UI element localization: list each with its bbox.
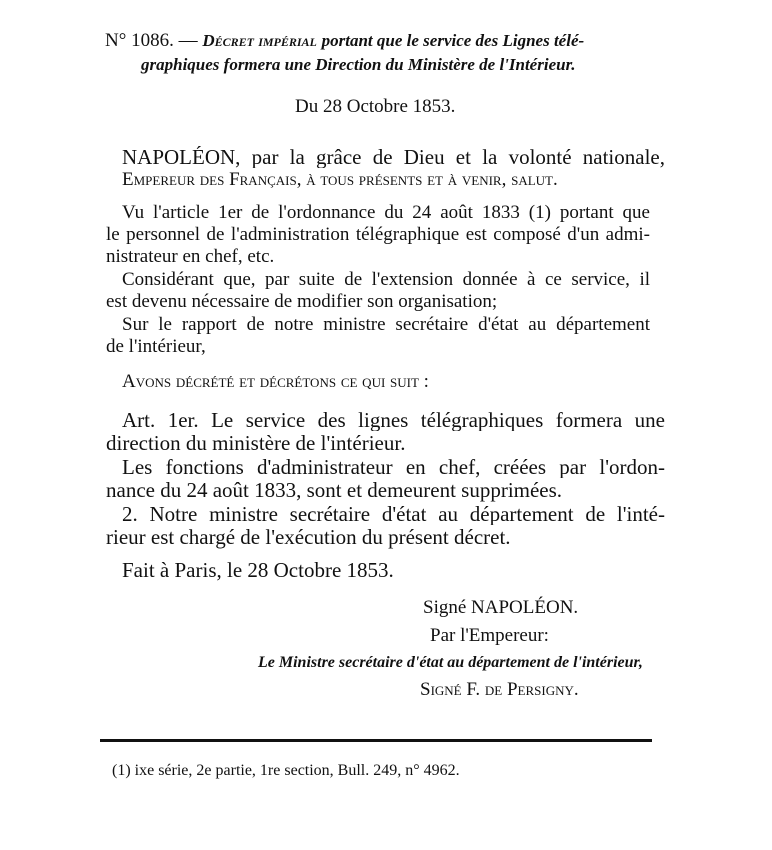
article-line: 2. Notre ministre secrétaire d'état au département de l'inté- (122, 503, 665, 525)
article-line: direction du ministère de l'intérieur. (106, 431, 406, 455)
footnote-divider (100, 739, 652, 742)
decree-intro: Avons décrété et décrétons ce qui suit : (122, 371, 429, 392)
minister-title: Le Ministre secrétaire d'état au département de l'intérieur, (258, 654, 643, 671)
considerant-line: Sur le rapport de notre ministre secrétaire d'état au département (122, 314, 650, 335)
preamble-line-1: NAPOLÉON, par la grâce de Dieu et la volonté nationale, (122, 146, 665, 168)
considerant-line: est devenu nécessaire de modifier son organisation; (106, 291, 498, 312)
signature-persigny: Signé F. de Persigny. (420, 679, 579, 700)
considerant-line: Considérant que, par suite de l'extension donnée à ce service, il (122, 269, 650, 290)
article-line: Les fonctions d'administrateur en chef, créées par l'ordon- (122, 456, 665, 478)
article-line: rieur est chargé de l'exécution du présent décret. (106, 525, 511, 549)
signature-napoleon: Signé NAPOLÉON. (423, 597, 579, 618)
decree-number: N° 1086. — (105, 30, 198, 51)
decree-title-smallcaps: Décret impérial (202, 31, 317, 50)
considerant-line: le personnel de l'administration télégraphique est composé d'un admi- (106, 224, 650, 245)
considerant-line: Vu l'article 1er de l'ordonnance du 24 août 1833 (1) portant que (122, 202, 650, 223)
decree-title-rest: portant que le service des Lignes télé- (321, 31, 585, 50)
place-date: Fait à Paris, le 28 Octobre 1853. (122, 558, 394, 582)
preamble-line-2: Empereur des Français, à tous présents et à venir, salut. (122, 169, 558, 190)
decree-date: Du 28 Octobre 1853. (295, 96, 456, 117)
considerant-line: de l'intérieur, (106, 336, 206, 357)
header-line-2: graphiques formera une Direction du Ministère de l'Intérieur. (141, 55, 576, 74)
footnote: (1) ixe série, 2e partie, 1re section, Bull. 249, n° 4962. (112, 762, 460, 779)
article-line: Art. 1er. Le service des lignes télégraphiques formera une (122, 409, 665, 431)
article-line: nance du 24 août 1833, sont et demeurent supprimées. (106, 478, 563, 502)
par-l-empereur: Par l'Empereur: (430, 625, 549, 646)
considerant-line: nistrateur en chef, etc. (106, 246, 275, 267)
header-line-1 (105, 30, 657, 52)
